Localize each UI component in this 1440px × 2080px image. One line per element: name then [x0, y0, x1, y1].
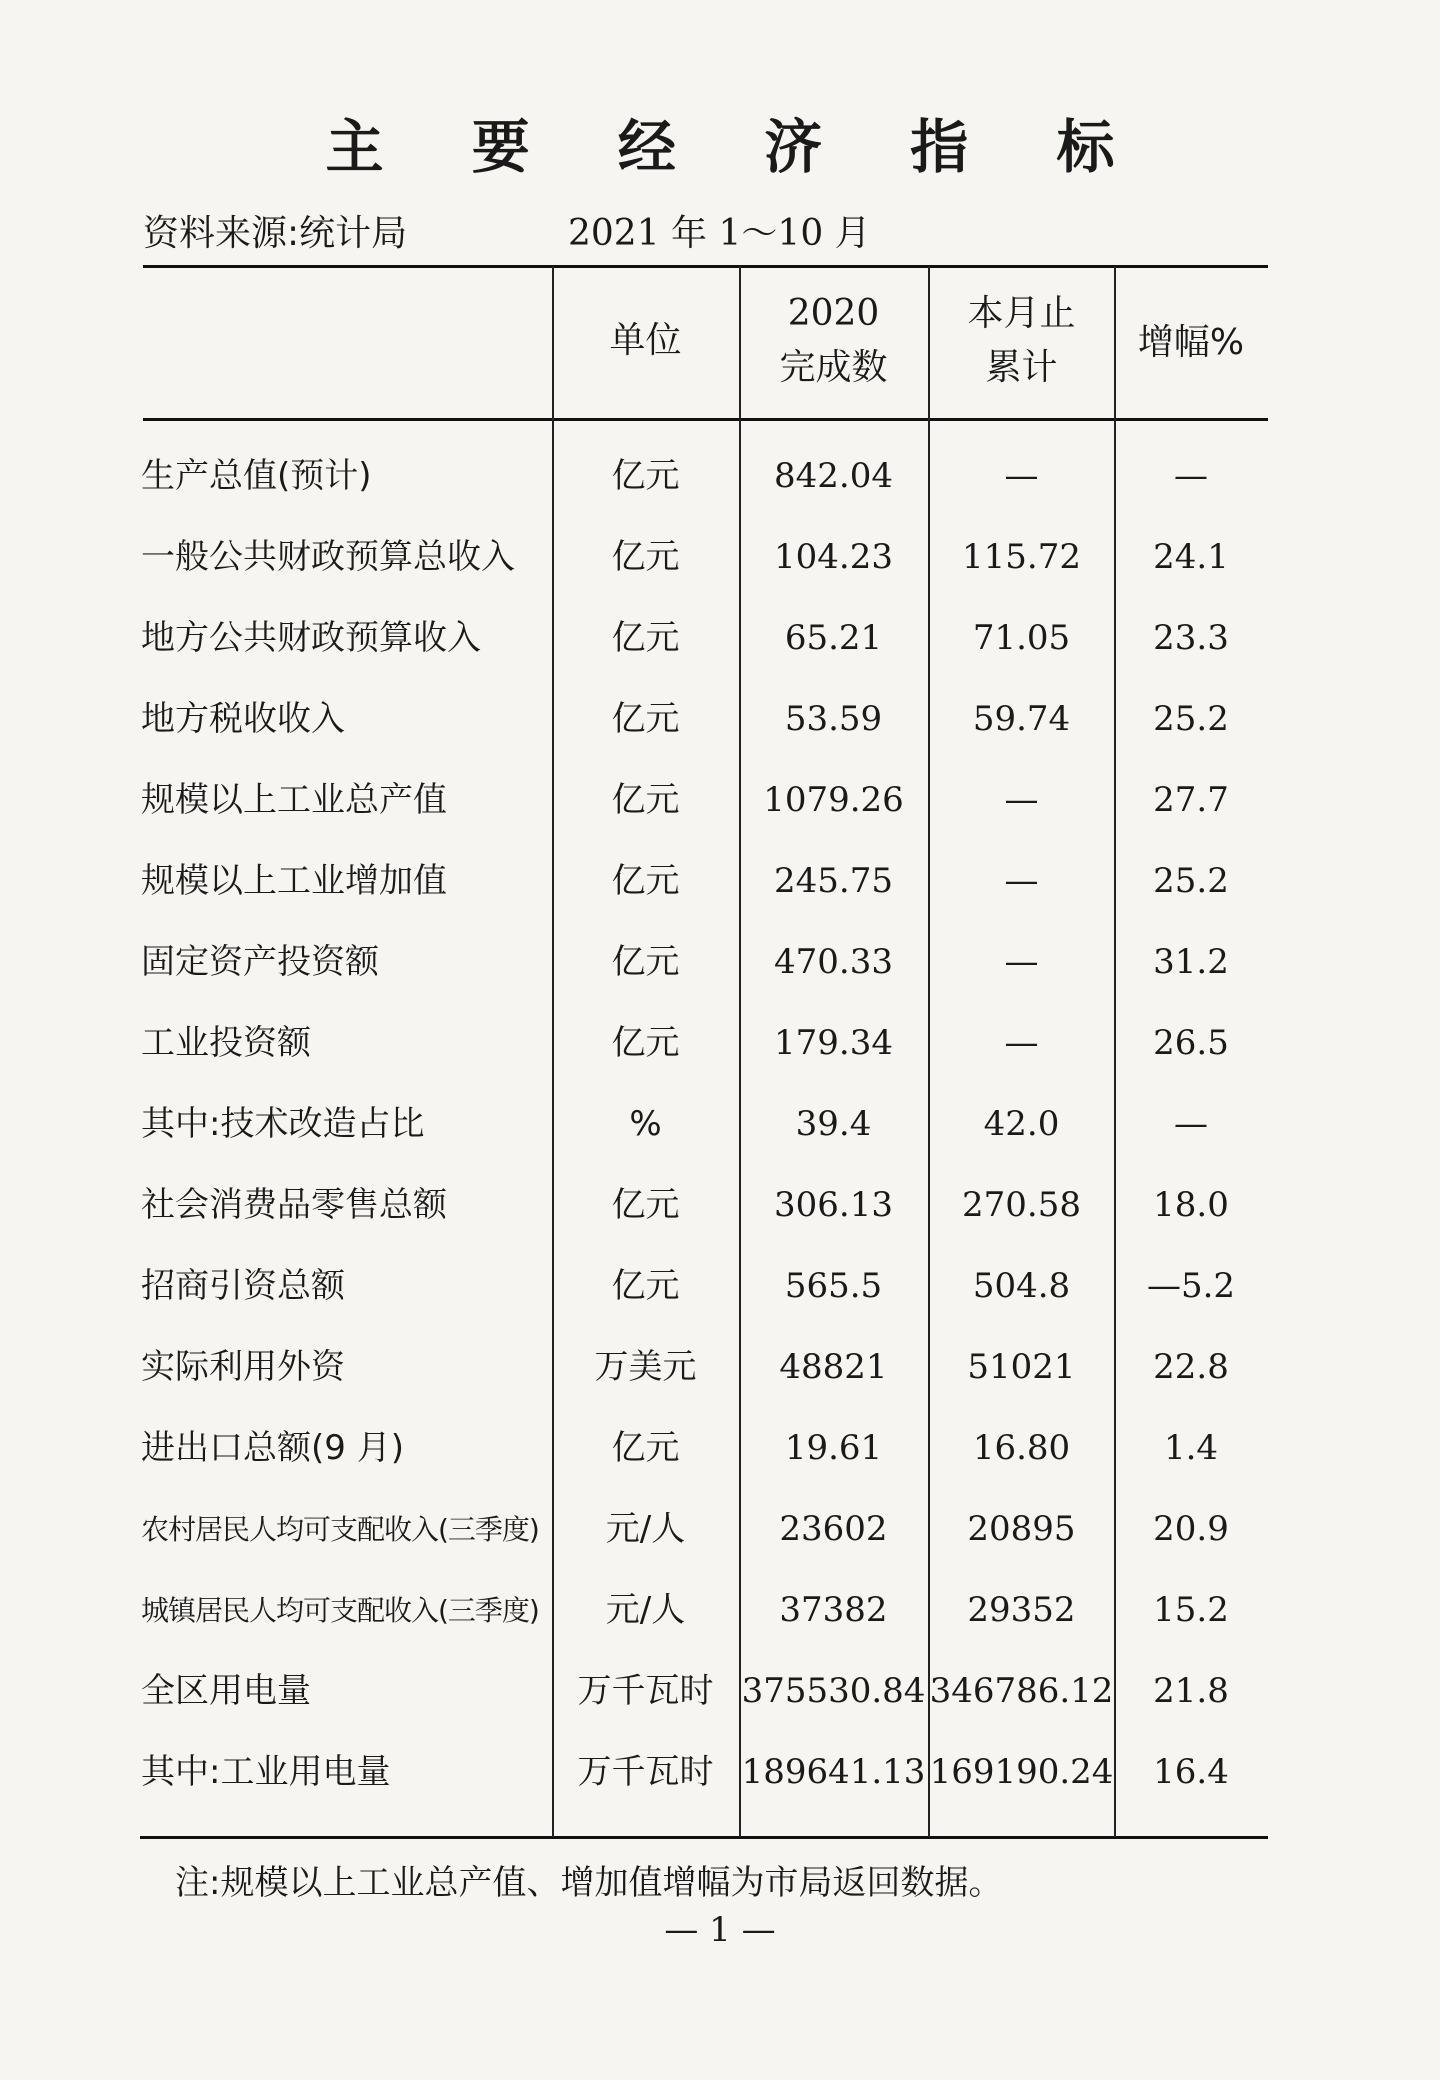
indicator-name: 进出口总额(9 月)	[141, 1428, 404, 1468]
value-cumulative: 59.74	[972, 699, 1071, 739]
table-row	[0, 922, 1440, 1003]
value-2020: 65.21	[784, 618, 883, 658]
table-row	[0, 1246, 1440, 1327]
header-unit-label: 单位	[609, 320, 682, 361]
table-row	[0, 1327, 1440, 1408]
value-growth: 15.2	[1153, 1590, 1229, 1630]
indicator-name: 规模以上工业总产值	[141, 780, 447, 820]
value-cumulative: —	[1004, 861, 1039, 901]
header-growth	[1116, 316, 1266, 370]
header-cumulative	[929, 287, 1114, 395]
value-2020: 245.75	[774, 861, 893, 901]
value-2020: 23602	[779, 1509, 888, 1549]
value-growth: 18.0	[1153, 1185, 1229, 1225]
value-2020: 19.61	[784, 1428, 883, 1468]
table-row	[0, 1570, 1440, 1651]
data-source: 资料来源:统计局	[143, 213, 408, 254]
value-2020: 375530.84	[741, 1671, 926, 1711]
value-growth: 25.2	[1153, 861, 1229, 901]
table-row	[0, 1408, 1440, 1489]
value-cumulative: 169190.24	[929, 1752, 1114, 1792]
indicator-unit: 亿元	[611, 1185, 680, 1225]
value-2020: 39.4	[795, 1104, 872, 1144]
document-title: 主 要 经 济 指 标	[325, 113, 1149, 181]
value-2020: 565.5	[784, 1266, 883, 1306]
value-2020: 1079.26	[763, 780, 904, 820]
value-cumulative: —	[1004, 456, 1039, 496]
value-growth: 24.1	[1153, 537, 1229, 577]
value-growth: —5.2	[1146, 1266, 1236, 1306]
indicator-unit: 亿元	[611, 537, 680, 577]
value-2020: 179.34	[774, 1023, 893, 1063]
value-growth: —	[1174, 1104, 1208, 1144]
value-cumulative: 504.8	[972, 1266, 1071, 1306]
indicator-unit: 万千瓦时	[577, 1752, 714, 1792]
value-growth: 27.7	[1153, 780, 1229, 820]
table-bottom-rule	[140, 1836, 1268, 1839]
value-cumulative: —	[1004, 942, 1039, 982]
table-row	[0, 1489, 1440, 1570]
value-growth: 26.5	[1153, 1023, 1229, 1063]
header-growth-label: 增幅%	[1137, 322, 1245, 363]
indicator-unit: 亿元	[611, 699, 680, 739]
indicator-name: 社会消费品零售总额	[141, 1185, 447, 1225]
value-growth: —	[1174, 456, 1208, 496]
indicator-name: 规模以上工业增加值	[141, 861, 447, 901]
header-cumulative-line2: 累计	[985, 347, 1058, 388]
indicator-unit: 万美元	[594, 1347, 697, 1387]
indicator-name: 城镇居民人均可支配收入(三季度)	[141, 1594, 539, 1627]
value-cumulative: 42.0	[983, 1104, 1060, 1144]
indicator-name: 生产总值(预计)	[141, 456, 372, 496]
indicator-unit: 亿元	[611, 780, 680, 820]
value-2020: 842.04	[774, 456, 893, 496]
table-row	[0, 1003, 1440, 1084]
value-cumulative: —	[1004, 1023, 1039, 1063]
value-2020: 48821	[779, 1347, 888, 1387]
value-cumulative: 270.58	[962, 1185, 1081, 1225]
header-2020-year: 2020	[787, 293, 880, 334]
indicator-unit: 亿元	[611, 1428, 680, 1468]
indicator-unit: 亿元	[611, 1266, 680, 1306]
indicator-unit: 亿元	[611, 942, 680, 982]
value-2020: 37382	[779, 1590, 888, 1630]
value-growth: 20.9	[1153, 1509, 1229, 1549]
indicator-name: 地方税收收入	[141, 699, 345, 739]
indicator-unit: 元/人	[605, 1509, 686, 1549]
value-cumulative: —	[1004, 780, 1039, 820]
indicator-name: 其中:工业用电量	[141, 1752, 391, 1792]
value-growth: 25.2	[1153, 699, 1229, 739]
indicator-name: 工业投资额	[141, 1023, 311, 1063]
table-row	[0, 760, 1440, 841]
value-cumulative: 51021	[967, 1347, 1076, 1387]
value-cumulative: 346786.12	[929, 1671, 1114, 1711]
indicator-name: 实际利用外资	[141, 1347, 345, 1387]
table-row	[0, 517, 1440, 598]
indicator-unit: 亿元	[611, 1023, 680, 1063]
report-period: 2021 年 1～10 月	[568, 213, 871, 254]
table-row	[0, 1165, 1440, 1246]
indicator-name: 农村居民人均可支配收入(三季度)	[141, 1513, 539, 1546]
value-2020: 53.59	[784, 699, 883, 739]
value-2020: 306.13	[774, 1185, 893, 1225]
value-cumulative: 115.72	[962, 537, 1081, 577]
value-cumulative: 29352	[967, 1590, 1076, 1630]
value-growth: 16.4	[1153, 1752, 1229, 1792]
indicator-unit: 万千瓦时	[577, 1671, 714, 1711]
footnote: 注:规模以上工业总产值、增加值增幅为市局返回数据。	[175, 1863, 1003, 1903]
table-row	[0, 1651, 1440, 1732]
indicator-unit: %	[629, 1104, 662, 1144]
indicator-name: 一般公共财政预算总收入	[141, 537, 515, 577]
indicator-name: 全区用电量	[141, 1671, 311, 1711]
value-cumulative: 71.05	[972, 618, 1071, 658]
header-cumulative-line1: 本月止	[967, 293, 1076, 334]
indicator-name: 固定资产投资额	[141, 942, 379, 982]
indicator-unit: 亿元	[611, 456, 680, 496]
value-growth: 31.2	[1153, 942, 1229, 982]
indicator-unit: 亿元	[611, 618, 680, 658]
value-cumulative: 20895	[967, 1509, 1076, 1549]
table-top-rule	[143, 265, 1268, 268]
table-row	[0, 598, 1440, 679]
table-row	[0, 1732, 1440, 1813]
table-row	[0, 841, 1440, 922]
header-2020	[740, 287, 927, 395]
page-number: — 1 —	[664, 1910, 776, 1950]
value-2020: 470.33	[774, 942, 893, 982]
value-growth: 21.8	[1153, 1671, 1229, 1711]
value-growth: 1.4	[1163, 1428, 1219, 1468]
indicator-name: 其中:技术改造占比	[141, 1104, 425, 1144]
indicator-name: 招商引资总额	[141, 1266, 345, 1306]
table-row	[0, 1084, 1440, 1165]
value-cumulative: 16.80	[972, 1428, 1071, 1468]
indicator-unit: 亿元	[611, 861, 680, 901]
header-unit	[553, 314, 738, 368]
value-growth: 23.3	[1153, 618, 1229, 658]
value-2020: 189641.13	[741, 1752, 926, 1792]
header-2020-label: 完成数	[779, 347, 888, 388]
table-row	[0, 436, 1440, 517]
header-bottom-rule	[143, 418, 1268, 421]
indicator-name: 地方公共财政预算收入	[141, 618, 481, 658]
table-row	[0, 679, 1440, 760]
value-growth: 22.8	[1153, 1347, 1229, 1387]
value-2020: 104.23	[774, 537, 893, 577]
indicator-unit: 元/人	[605, 1590, 686, 1630]
